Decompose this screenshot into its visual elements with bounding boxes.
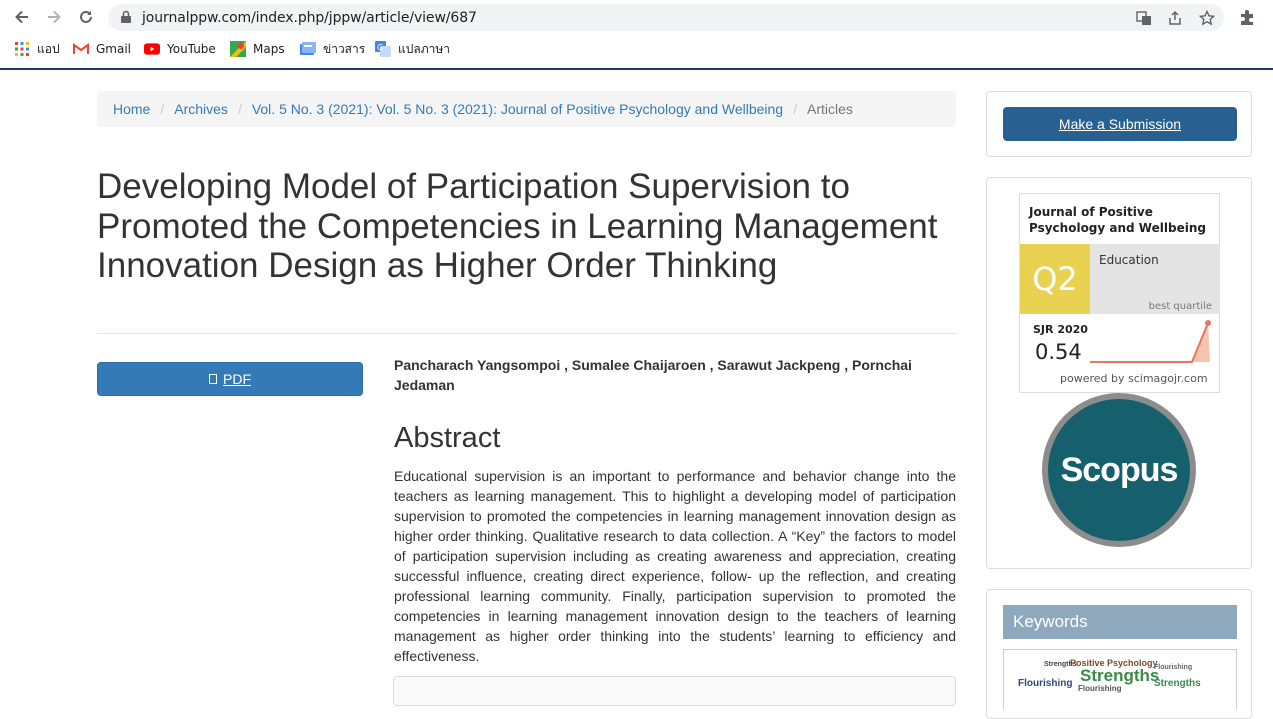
sjr-category: Education [1099,253,1159,267]
abstract-text: Educational supervision is an important to performance and behavior change into the teachers as learning management. This to highlight a developing model of participation supervision to promoted the competencies in learning management innovation design as higher order thinking. Qualitative research to data collection. A “Key” the factors to model of participation supervision including as creating awareness and appreciation, creating successful influence, creating direct experience, follow- up the reflection, and creating professional learning community. Finally, participation supervision to promoted the competencies in learning management innovation design to the teachers of learning management as higher order thinking into the students’ learning to efficiency and effectiveness. [394,468,956,664]
bookmark-gmail[interactable] [73,40,131,58]
keyword-word: Positive Psychology [1070,658,1158,668]
bookmark-label: แอป [37,41,60,56]
keyword-word: Flourishing [1154,664,1193,671]
bookmark-label: YouTube [167,42,216,56]
submission-block [986,91,1252,157]
reload-button[interactable] [75,6,97,28]
breadcrumb-separator: / [160,101,165,117]
youtube-icon [144,41,160,57]
sjr-journal-name: Journal of Positive Psychology and Wellbeing [1029,205,1206,235]
back-arrow-icon [13,8,31,26]
keyword-word: Flourishing [1018,678,1073,689]
lock-icon [120,10,132,24]
sjr-widget[interactable] [1019,193,1220,393]
abstract-heading: Abstract [394,422,501,454]
sjr-category-panel [1090,244,1220,314]
scopus-badge[interactable] [1042,393,1196,547]
bookmark-star-icon[interactable] [1198,9,1216,27]
breadcrumb-archives-link[interactable]: Archives [174,101,228,117]
make-submission-button[interactable]: Make a Submission [1003,107,1237,141]
bookmark-youtube[interactable] [144,40,216,58]
breadcrumb-separator: / [793,101,797,117]
apps-grid-icon [14,41,30,57]
browser-toolbar [0,0,1273,35]
news-icon [300,41,316,57]
bookmark-translate[interactable] [375,40,450,58]
url-text: journalppw.com/index.php/jppw/article/view/687 [142,10,477,26]
browser-chrome [0,0,1273,70]
keyword-word: Flourishing [1078,684,1122,693]
article-authors: Pancharach Yangsompoi , Sumalee Chaijaroen , Sarawut Jackpeng , Pornchai Jedaman [394,357,912,393]
keyword-word: Strengths [1154,678,1201,689]
back-button[interactable] [11,6,33,28]
breadcrumb-issue-link[interactable]: Vol. 5 No. 3 (2021): Vol. 5 No. 3 (2021): Journal of Positive Psychology and Wellbeing [251,101,784,117]
sjr-best-quartile: best quartile [1148,301,1212,312]
forward-button[interactable] [43,6,65,28]
sjr-powered-by: powered by scimagojr.com [1060,372,1208,385]
sjr-sparkline [1088,318,1214,364]
reload-icon [77,8,95,26]
svg-text:G: G [377,43,384,52]
sjr-year-label: SJR 2020 [1033,323,1088,336]
bookmark-label: Gmail [96,42,132,56]
keyword-cloud-image [1003,649,1237,709]
sjr-quartile: Q2 [1020,244,1090,314]
gmail-icon [73,41,89,57]
bookmarks-bar [0,37,1273,61]
translate-page-icon[interactable] [1135,9,1153,27]
extensions-icon[interactable] [1238,8,1256,26]
sjr-value: 0.54 [1035,340,1082,364]
bookmark-label: Maps [253,42,285,56]
breadcrumb-home-link[interactable]: Home [113,101,151,117]
address-bar[interactable] [108,4,1224,31]
keywords-block [986,589,1252,719]
translate-icon [375,41,391,57]
bookmark-label: แปลภาษา [398,41,451,56]
citation-panel [393,676,956,706]
breadcrumb [97,91,956,127]
share-icon[interactable] [1166,9,1184,27]
file-icon [209,374,217,384]
header-divider [0,68,1273,70]
keyword-word: Strengths [1080,666,1160,685]
breadcrumb-separator: / [237,101,242,117]
title-divider [97,333,956,334]
bookmark-label: ข่าวสาร [323,41,366,56]
pdf-download-button[interactable] [97,362,363,396]
scopus-logo: Scopus [1048,399,1190,541]
bookmark-apps[interactable] [14,40,60,58]
forward-arrow-icon [45,8,63,26]
keyword-word: Strengths [1044,661,1077,668]
bookmark-news[interactable] [300,40,365,58]
maps-icon [230,41,246,57]
indexing-block [986,177,1252,569]
keywords-heading: Keywords [1003,605,1237,639]
breadcrumb-current: Articles [807,101,853,117]
article-title: Developing Model of Participation Supervision to Promoted the Competencies in Learning Management Innovation Design as Higher Order Thinking [97,167,938,285]
pdf-button-label: PDF [223,371,251,387]
bookmark-maps[interactable] [230,40,285,58]
